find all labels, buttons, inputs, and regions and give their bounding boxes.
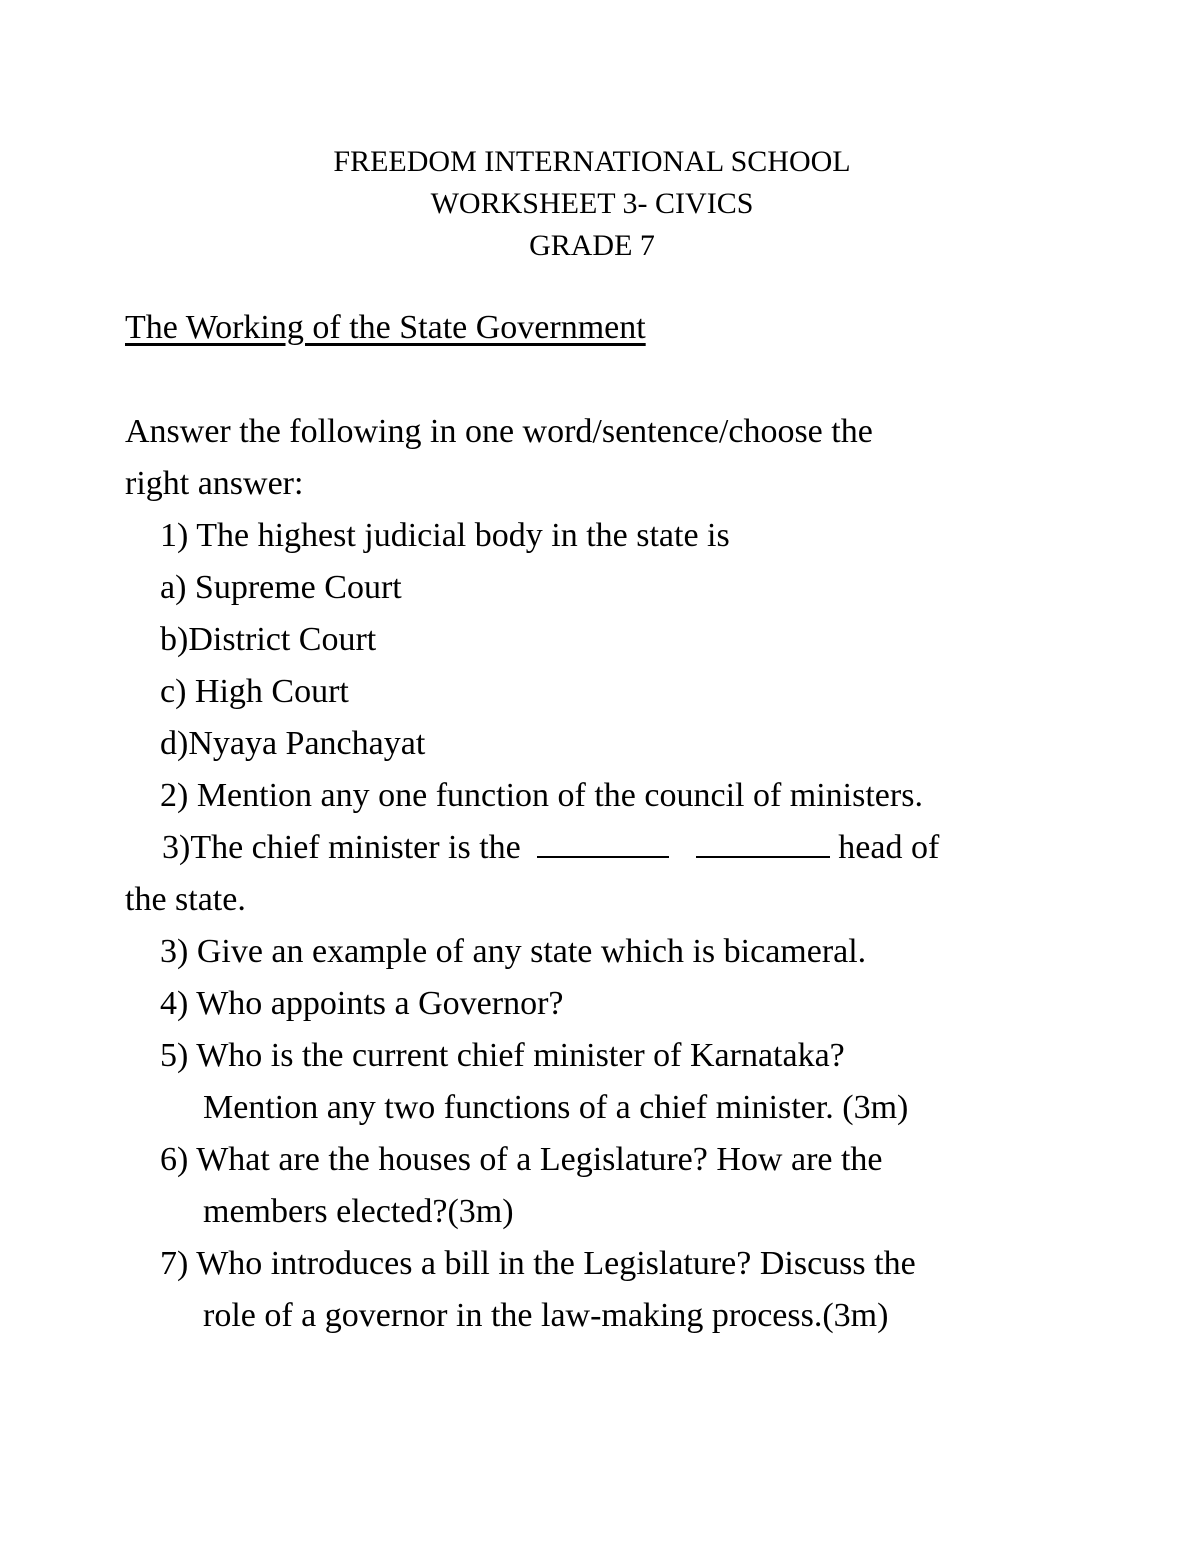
question-3-continuation: the state. — [125, 881, 246, 918]
question-3b: 3) Give an example of any state which is bicameral. — [160, 933, 867, 970]
question-4: 4) Who appoints a Governor? — [160, 985, 564, 1022]
question-3-prefix: 3)The chief minister is the — [162, 829, 521, 866]
question-7-line-2: role of a governor in the law-making process.(3m) — [203, 1297, 889, 1334]
question-5-line-2: Mention any two functions of a chief minister. (3m) — [203, 1089, 909, 1126]
question-2: 2) Mention any one function of the council of ministers. — [160, 777, 923, 814]
answer-blank-1[interactable] — [537, 828, 669, 858]
grade-label: GRADE 7 — [529, 229, 655, 262]
option-c: c) High Court — [160, 673, 349, 710]
question-1: 1) The highest judicial body in the state is — [160, 517, 730, 554]
instructions-line-2: right answer: — [125, 465, 304, 502]
question-5-line-1: 5) Who is the current chief minister of Karnataka? — [160, 1037, 845, 1074]
question-7-line-1: 7) Who introduces a bill in the Legislature? Discuss the — [160, 1245, 916, 1282]
topic-heading: The Working of the State Government — [125, 309, 646, 346]
option-a: a) Supreme Court — [160, 569, 402, 606]
question-3-fill-blank — [162, 828, 939, 868]
school-name: FREEDOM INTERNATIONAL SCHOOL — [333, 145, 851, 178]
question-6-line-2: members elected?(3m) — [203, 1193, 514, 1230]
worksheet-title: WORKSHEET 3- CIVICS — [430, 187, 754, 220]
option-b: b)District Court — [160, 621, 377, 658]
answer-blank-2[interactable] — [696, 828, 830, 858]
question-3-suffix: head of — [838, 829, 940, 866]
instructions-line-1: Answer the following in one word/sentence/choose the — [125, 413, 873, 450]
option-d: d)Nyaya Panchayat — [160, 725, 426, 762]
question-6-line-1: 6) What are the houses of a Legislature? How are the — [160, 1141, 883, 1178]
